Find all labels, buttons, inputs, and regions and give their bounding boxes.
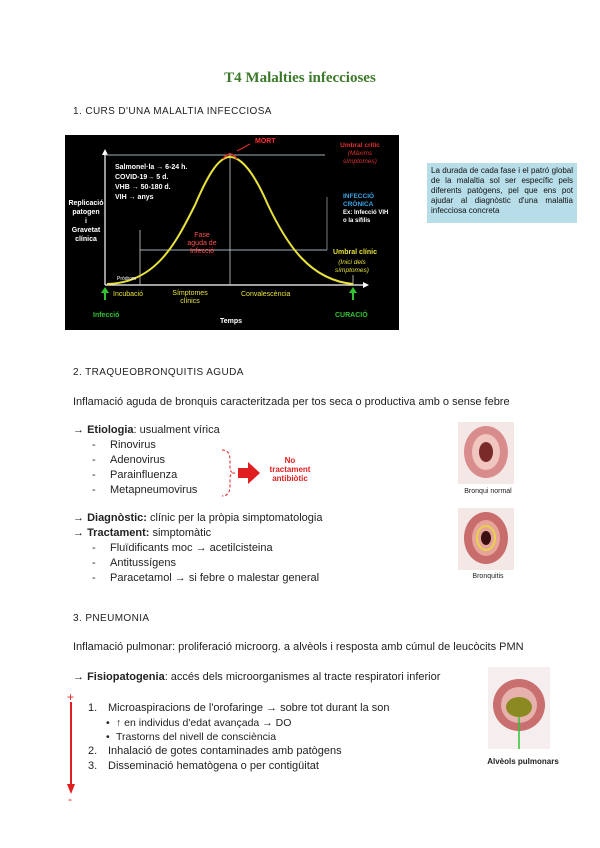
bronchitis-image — [458, 508, 514, 570]
umbral-clinic-label: Umbral clínic — [333, 249, 377, 256]
disease-course-figure — [65, 135, 399, 330]
diagnostic-line: → Diagnòstic: clínic per la pròpia simptomatologia — [73, 512, 323, 524]
examples-list: Salmonel·la → 6-24 h. COVID-19→ 5 d. VHB → 50-180 d. VIH → anys — [115, 164, 188, 201]
normal-bronchus-caption: Bronqui normal — [464, 488, 512, 495]
fisio-item-1: 1. Microaspiracions de l'orofaringe → sobre tot durant la son — [88, 702, 390, 714]
section-2-heading: 2. TRAQUEOBRONQUITIS AGUDA — [73, 367, 244, 378]
umbral-clinic-sub: (Inici dels símptomes) — [335, 259, 369, 274]
list-item: - Antitussígens — [92, 557, 177, 569]
mort-label: MORT — [255, 138, 276, 145]
prodromo-label: Pròdrom — [117, 276, 137, 282]
y-axis-label: Replicació patogen i Gravetat clínica — [68, 200, 104, 243]
tractament-line: → Tractament: simptomàtic — [73, 527, 212, 539]
fisiopatogenia-line: → Fisiopatogenia: accés dels microorganismes al tracte respiratori inferior — [73, 671, 441, 683]
alveoli-caption: Alvèols pulmonars — [487, 757, 559, 766]
fisio-item-3: 3. Disseminació hematògena o per contigüitat — [88, 760, 319, 772]
page-title: T4 Malalties infeccioses — [224, 70, 376, 86]
phase-duration-note: La durada de cada fase i el patró global de la malaltia sol ser específic pels diferents patògens, pel que ens pot ajudar al diagnòstic d'una malaltia infecciosa concreta — [427, 163, 577, 223]
infeccio-cronica-label: INFECCIÓ CRÒNICA — [343, 193, 375, 208]
section-1-heading: 1. CURS D'UNA MALALTIA INFECCIOSA — [73, 106, 272, 117]
list-item: - Rinovirus — [92, 439, 156, 451]
curacio-label: CURACIÓ — [335, 312, 368, 319]
treatment-list — [92, 542, 392, 587]
gradient-arrow-icon — [66, 702, 76, 794]
x-axis-label: Temps — [220, 318, 243, 325]
fisio-subitem-1: • ↑ en individus d'edat avançada → DO — [106, 717, 292, 729]
phase-convalescencia: Convalescència — [241, 291, 291, 298]
etiologia-line: → Etiologia: usualment vírica — [73, 424, 220, 436]
phase-incubacio: Incubació — [113, 291, 143, 298]
bronchitis-caption: Bronquitis — [472, 573, 504, 580]
phase-simptomes: Símptomes clínics — [172, 290, 208, 305]
fisio-subitem-2: • Trastorns del nivell de consciència — [106, 731, 277, 743]
umbral-critic-label: Umbral crític (Màxims símptomes) — [340, 142, 380, 165]
minus-sign: - — [68, 792, 72, 806]
fase-aguda-label: Fase aguda de Infecció — [187, 232, 217, 255]
list-item: - Metapneumovirus — [92, 484, 198, 496]
no-antibiotic-note: No tractament antibiòtic — [269, 456, 311, 483]
section-3-heading: 3. PNEUMONIA — [73, 613, 150, 624]
s2-intro: Inflamació aguda de bronquis caracteritzada per tos seca o productiva amb o sense febre — [73, 396, 510, 408]
fisio-item-2: 2. Inhalació de gotes contaminades amb patògens — [88, 745, 342, 757]
list-item: - Parainfluenza — [92, 469, 178, 481]
plus-sign: + — [67, 690, 75, 704]
infeccio-label: Infecció — [93, 312, 120, 319]
alveoli-image — [488, 667, 550, 749]
list-item: - Fluïdificants moc → acetilcisteina — [92, 542, 273, 554]
list-item: - Paracetamol → si febre o malestar general — [92, 572, 320, 584]
cronica-example: Ex: Infecció VIH o la sífilis — [343, 210, 389, 224]
normal-bronchus-image — [458, 422, 514, 484]
list-item: - Adenovirus — [92, 454, 166, 466]
s3-intro: Inflamació pulmonar: proliferació microorg. a alvèols i resposta amb cúmul de leucòcits PMN — [73, 641, 524, 653]
